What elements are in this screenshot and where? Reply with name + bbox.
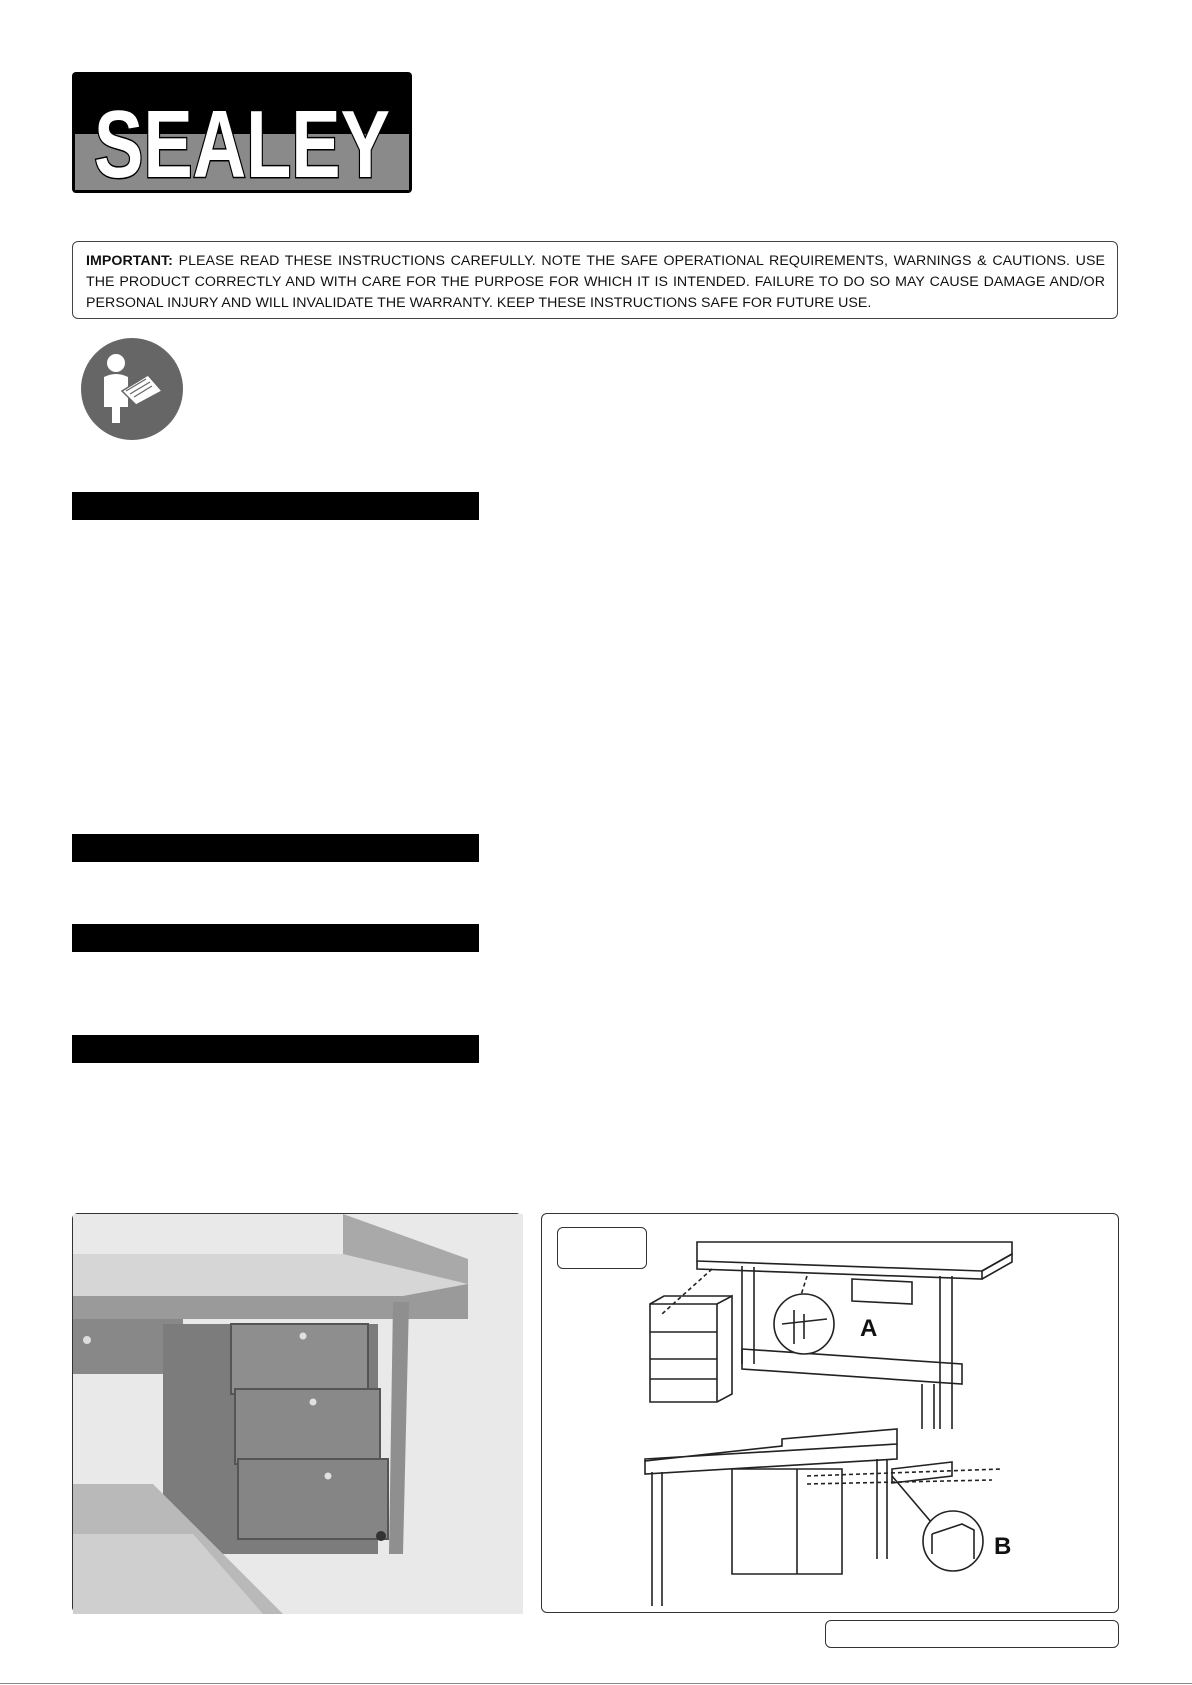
section-bar-4 (72, 1035, 479, 1063)
notice-label: IMPORTANT: (86, 253, 173, 269)
notice-text: PLEASE READ THESE INSTRUCTIONS CAREFULLY. NOTE THE SAFE OPERATIONAL REQUIREMENTS, WARNINGS & CAUTIONS. USE THE PRODUCT CORRECTLY AND WITH CARE FOR THE PURPOSE FOR WHICH IT IS INTENDED. FAILURE TO DO SO MAY CAUSE DAMAGE AND/OR PERSONAL INJURY AND WILL INVALIDATE THE WARRANTY. KEEP THESE INSTRUCTIONS SAFE FOR FUTURE USE. (86, 253, 1105, 311)
section-bar-1 (72, 492, 479, 520)
figure-label-box (557, 1227, 647, 1269)
product-photo-panel (72, 1213, 522, 1613)
section-bar-3 (72, 924, 479, 952)
read-manual-icon (80, 337, 184, 441)
assembly-diagram (542, 1214, 1120, 1614)
logo-text: SEALEY (94, 91, 390, 198)
important-notice (72, 241, 1118, 319)
label-a: A (860, 1315, 878, 1342)
section-bar-2 (72, 834, 479, 862)
sealey-logo (72, 72, 412, 198)
label-b: B (994, 1533, 1012, 1560)
footer-rule (0, 1683, 1192, 1684)
assembly-diagram-panel (541, 1213, 1119, 1613)
drawer-unit-photo (73, 1214, 523, 1614)
caption-box (825, 1620, 1119, 1648)
